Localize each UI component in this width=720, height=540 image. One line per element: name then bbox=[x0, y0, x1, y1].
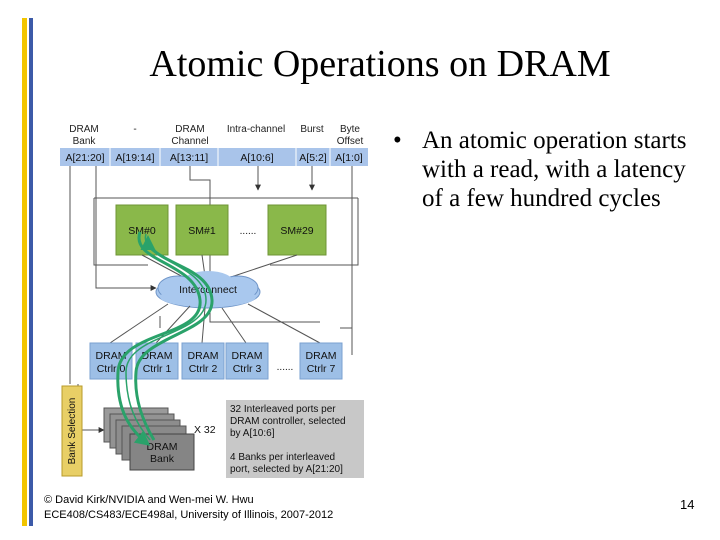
controller-ellipsis: ...... bbox=[276, 362, 294, 373]
controller-7-line1: DRAM bbox=[305, 350, 337, 362]
note-line-1: 32 Interleaved ports per bbox=[230, 404, 336, 415]
controller-3-line1: DRAM bbox=[231, 350, 263, 362]
sm-label-0: SM#0 bbox=[128, 225, 156, 237]
header-field-labels bbox=[69, 124, 363, 147]
slide-title: Atomic Operations on DRAM bbox=[149, 43, 611, 85]
note-line-2: DRAM controller, selected bbox=[230, 416, 346, 427]
controller-1-line2: Ctrlr 1 bbox=[142, 363, 172, 375]
address-bits-channel: A[13:11] bbox=[169, 152, 209, 164]
sm-label-1: SM#1 bbox=[188, 225, 216, 237]
address-bits-burst: A[5:2] bbox=[299, 152, 327, 164]
bullet-dot: • bbox=[393, 127, 402, 154]
field-label-channel-1: DRAM bbox=[175, 124, 205, 135]
address-bits-unused: A[19:14] bbox=[115, 152, 155, 164]
field-label-bank-2: Bank bbox=[72, 136, 96, 147]
note-line-5: port, selected by A[21:20] bbox=[230, 464, 343, 475]
field-label-byte-2: Offset bbox=[336, 136, 364, 147]
address-bits-intra: A[10:6] bbox=[240, 152, 274, 164]
controller-3-line2: Ctrlr 3 bbox=[232, 363, 262, 375]
bank-multiplier: X 32 bbox=[194, 424, 216, 436]
footer-credit: © David Kirk/NVIDIA and Wen-mei W. Hwu ECE408/CS483/ECE498al, University of Illinois, 2007-2012 bbox=[44, 494, 334, 521]
sm-ellipsis: ...... bbox=[239, 226, 257, 237]
address-bits-bank: A[21:20] bbox=[65, 152, 105, 164]
note-line-4: 4 Banks per interleaved bbox=[230, 452, 336, 463]
controller-7-line2: Ctrlr 7 bbox=[306, 363, 336, 375]
field-label-dash: - bbox=[133, 124, 137, 135]
field-label-intra: Intra-channel bbox=[226, 124, 286, 135]
controller-2-line2: Ctrlr 2 bbox=[188, 363, 218, 375]
controller-0-line2: Ctrlr 0 bbox=[96, 363, 126, 375]
field-label-bank-1: DRAM bbox=[69, 124, 99, 135]
bank-selection-label: Bank Selection bbox=[67, 397, 78, 465]
dram-bank-line1: DRAM bbox=[146, 441, 178, 453]
sm-label-29: SM#29 bbox=[280, 225, 314, 237]
page-number: 14 bbox=[680, 497, 695, 512]
dram-bank-line2: Bank bbox=[150, 453, 174, 465]
controller-1-line1: DRAM bbox=[141, 350, 173, 362]
field-label-byte-1: Byte bbox=[339, 124, 361, 135]
interconnect-controller-links bbox=[110, 304, 320, 343]
field-label-channel-2: Channel bbox=[171, 136, 209, 147]
bullet-text: An atomic operation starts with a read, with a latency of a few hundred cycles bbox=[422, 127, 687, 212]
address-bits-byte: A[1:0] bbox=[335, 152, 363, 164]
field-label-burst: Burst bbox=[300, 124, 324, 135]
note-line-3: by A[10:6] bbox=[230, 428, 275, 439]
controller-0-line1: DRAM bbox=[95, 350, 127, 362]
controller-2-line1: DRAM bbox=[187, 350, 219, 362]
interconnect-label: Interconnect bbox=[179, 284, 237, 296]
